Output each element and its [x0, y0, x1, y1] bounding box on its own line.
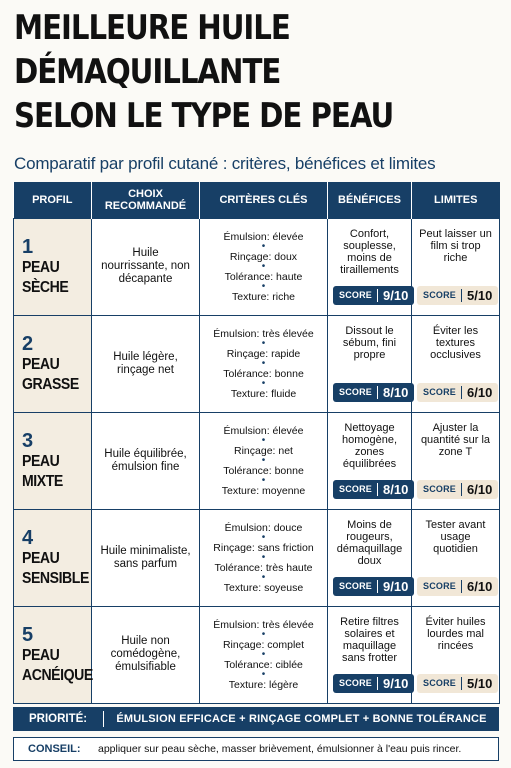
score-label: SCORE — [423, 484, 457, 494]
bullet-icon: • — [261, 454, 266, 466]
profile-name: SÈCHE — [22, 278, 69, 296]
score-value: 6/10 — [467, 385, 493, 400]
title-line: MEILLEURE HUILE — [14, 8, 290, 48]
limits-text: Ajuster la quantité sur la zone T — [420, 422, 491, 458]
limits-text: Tester avant usage quotidien — [425, 519, 486, 555]
table-row — [14, 315, 500, 412]
criterion-item: Émulsion: douce — [224, 521, 303, 534]
score-value: 6/10 — [467, 579, 493, 594]
badge-divider — [377, 483, 378, 496]
score-badge — [333, 480, 414, 499]
score-value: 9/10 — [383, 579, 409, 594]
bullet-icon: • — [261, 571, 266, 583]
limits-cell — [412, 509, 500, 606]
score-value: 6/10 — [467, 482, 493, 497]
priority-banner — [13, 707, 499, 731]
page-title — [14, 6, 435, 138]
limits-cell — [412, 315, 500, 412]
score-badge — [333, 286, 414, 305]
criteria-cell — [200, 218, 328, 315]
header-criteres: CRITÈRES CLÉS — [200, 182, 328, 218]
badge-divider — [461, 386, 462, 399]
score-label: SCORE — [423, 678, 457, 688]
profile-number: 2 — [22, 332, 34, 355]
benefits-cell — [328, 315, 412, 412]
header-limites: LIMITES — [412, 182, 500, 218]
criterion-item: Texture: légère — [228, 678, 299, 691]
bullet-icon: • — [261, 648, 266, 660]
score-label: SCORE — [339, 484, 373, 494]
table-header-row — [14, 182, 500, 218]
score-badge — [417, 480, 498, 499]
bullet-icon: • — [261, 531, 266, 543]
criterion-item: Tolérance: bonne — [223, 367, 304, 380]
table-row — [14, 509, 500, 606]
criterion-item: Texture: riche — [231, 290, 296, 303]
score-badge — [417, 674, 498, 693]
profile-cell — [14, 218, 92, 315]
criterion-item: Rinçage: sans friction — [213, 541, 314, 554]
badge-divider — [461, 580, 462, 593]
header-profil: PROFIL — [14, 182, 92, 218]
profile-name: PEAU — [22, 355, 60, 373]
profile-cell — [14, 412, 92, 509]
score-badge — [333, 674, 414, 693]
criteria-cell — [200, 509, 328, 606]
comparison-table — [13, 182, 500, 704]
score-value: 5/10 — [467, 676, 493, 691]
table-row — [14, 218, 500, 315]
criterion-item: Tolérance: très haute — [214, 561, 313, 574]
benefits-text: Nettoyage homogène, zones équilibrées — [341, 422, 398, 470]
profile-name: SENSIBLE — [22, 569, 89, 587]
profile-number: 4 — [22, 526, 34, 549]
score-badge — [333, 577, 414, 596]
criterion-item: Émulsion: élevée — [223, 230, 304, 243]
bullet-icon: • — [261, 357, 266, 369]
limits-text: Éviter huiles lourdes mal rincées — [425, 616, 486, 652]
criterion-item: Rinçage: rapide — [226, 347, 301, 360]
bullet-icon: • — [261, 377, 266, 389]
score-label: SCORE — [423, 387, 457, 397]
criterion-item: Texture: soyeuse — [223, 581, 304, 594]
badge-divider — [461, 677, 462, 690]
benefits-cell — [328, 509, 412, 606]
limits-cell — [412, 218, 500, 315]
bullet-icon: • — [261, 337, 266, 349]
benefits-cell — [328, 218, 412, 315]
profile-name: PEAU — [22, 549, 60, 567]
table-row — [14, 606, 500, 703]
profile-name: MIXTE — [22, 472, 63, 490]
score-badge — [417, 577, 498, 596]
criterion-item: Texture: moyenne — [221, 484, 306, 497]
bullet-icon: • — [261, 551, 266, 563]
title-line: DÉMAQUILLANTE — [14, 52, 281, 92]
criterion-item: Rinçage: doux — [229, 250, 298, 263]
choice-cell: Huile non comédogène, émulsifiable — [92, 606, 200, 703]
profile-cell — [14, 606, 92, 703]
badge-divider — [377, 386, 378, 399]
criterion-item: Tolérance: haute — [224, 270, 303, 283]
advice-box — [13, 737, 499, 761]
profile-name: PEAU — [22, 646, 60, 664]
score-value: 8/10 — [383, 385, 409, 400]
score-value: 9/10 — [383, 676, 409, 691]
profile-name: ACNÉIQUE — [22, 666, 93, 684]
score-label: SCORE — [339, 581, 373, 591]
benefits-cell — [328, 412, 412, 509]
criteria-cell — [200, 412, 328, 509]
score-label: SCORE — [339, 290, 373, 300]
score-value: 9/10 — [383, 288, 409, 303]
criterion-item: Tolérance: ciblée — [224, 658, 303, 671]
score-label: SCORE — [423, 581, 457, 591]
criterion-item: Émulsion: élevée — [223, 424, 304, 437]
header-benefices: BÉNÉFICES — [328, 182, 412, 218]
choice-cell: Huile légère, rinçage net — [92, 315, 200, 412]
profile-name: PEAU — [22, 258, 60, 276]
badge-divider — [377, 580, 378, 593]
badge-divider — [461, 483, 462, 496]
bullet-icon: • — [261, 280, 266, 292]
benefits-cell — [328, 606, 412, 703]
choice-cell: Huile minimaliste, sans parfum — [92, 509, 200, 606]
criterion-item: Rinçage: net — [234, 444, 293, 457]
badge-divider — [377, 677, 378, 690]
score-label: SCORE — [423, 290, 457, 300]
profile-name: PEAU — [22, 452, 60, 470]
criterion-item: Texture: fluide — [230, 387, 297, 400]
bullet-icon: • — [261, 628, 266, 640]
profile-cell — [14, 315, 92, 412]
score-badge — [417, 383, 498, 402]
choice-cell: Huile équilibrée, émulsion fine — [92, 412, 200, 509]
criterion-item: Émulsion: très élevée — [213, 327, 314, 340]
criterion-item: Rinçage: complet — [222, 638, 305, 651]
profile-number: 5 — [22, 623, 34, 646]
limits-cell — [412, 606, 500, 703]
limits-cell — [412, 412, 500, 509]
score-value: 5/10 — [467, 288, 493, 303]
profile-name: GRASSE — [22, 375, 79, 393]
score-label: SCORE — [339, 387, 373, 397]
priority-text: ÉMULSION EFFICACE + RINÇAGE COMPLET + BONNE TOLÉRANCE — [116, 713, 487, 725]
score-value: 8/10 — [383, 482, 409, 497]
profile-cell — [14, 509, 92, 606]
subtitle: Comparatif par profil cutané : critères, bénéfices et limites — [14, 154, 436, 173]
criteria-cell — [200, 606, 328, 703]
criterion-item: Tolérance: bonne — [223, 464, 304, 477]
badge-divider — [377, 289, 378, 302]
profile-number: 1 — [22, 235, 34, 258]
profile-number: 3 — [22, 429, 34, 452]
table-row — [14, 412, 500, 509]
advice-label: CONSEIL: — [28, 743, 81, 755]
badge-divider — [461, 289, 462, 302]
benefits-text: Confort, souplesse, moins de tiraillements — [340, 228, 399, 276]
bullet-icon: • — [261, 240, 266, 252]
criterion-item: Émulsion: très élevée — [213, 618, 314, 631]
priority-label: PRIORITÉ: — [29, 713, 88, 725]
benefits-text: Moins de rougeurs, démaquillage doux — [336, 519, 403, 567]
score-badge — [333, 383, 414, 402]
criteria-cell — [200, 315, 328, 412]
choice-cell: Huile nourrissante, non décapante — [92, 218, 200, 315]
bullet-icon: • — [261, 260, 266, 272]
benefits-text: Dissout le sébum, fini propre — [342, 325, 397, 361]
limits-text: Éviter les textures occlusives — [430, 325, 481, 361]
header-choix: CHOIX RECOMMANDÉ — [92, 182, 200, 218]
advice-text: appliquer sur peau sèche, masser brièvement, émulsionner à l'eau puis rincer. — [98, 743, 462, 755]
bullet-icon: • — [261, 668, 266, 680]
benefits-text: Retire filtres solaires et maquillage sans frotter — [340, 616, 399, 664]
title-line: SELON LE TYPE DE PEAU — [14, 96, 394, 136]
bullet-icon: • — [261, 434, 266, 446]
bullet-icon: • — [261, 474, 266, 486]
score-label: SCORE — [339, 678, 373, 688]
limits-text: Peut laisser un film si trop riche — [419, 228, 492, 264]
score-badge — [417, 286, 498, 305]
